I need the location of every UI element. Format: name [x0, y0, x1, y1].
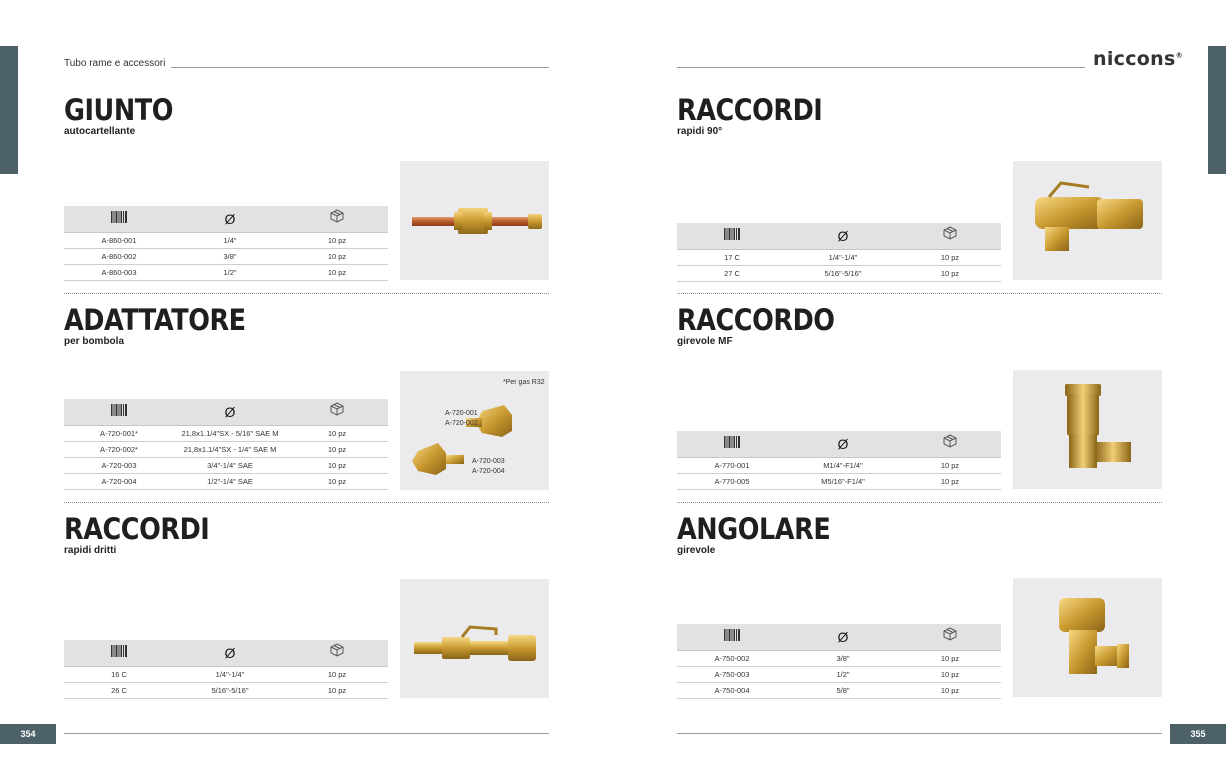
package-box-icon: [943, 226, 957, 245]
section-raccordi-90: [677, 95, 1163, 295]
table-header-row: [677, 624, 1001, 650]
page-number-left: 354: [0, 724, 56, 744]
package-box-icon: [943, 434, 957, 453]
table-header-row: [64, 206, 388, 232]
diameter-icon: Ø: [837, 628, 849, 645]
section-divider: [64, 502, 549, 503]
product-table: [64, 206, 388, 281]
gas-note: *Per gas R32: [503, 379, 545, 386]
section-subtitle: autocartellante: [64, 126, 136, 137]
barcode-icon: [111, 403, 127, 421]
table-header-row: [677, 431, 1001, 457]
section-subtitle: rapidi 90°: [677, 126, 723, 137]
table-row: A-750-003 1/2" 10 pz: [677, 666, 1001, 682]
table-row: A-860-003 1/2" 10 pz: [64, 264, 388, 280]
product-table: [64, 399, 388, 490]
section-adattatore: [64, 305, 550, 505]
package-box-icon: [330, 209, 344, 228]
barcode-icon: [111, 644, 127, 662]
table-row: A-750-002 3/8" 10 pz: [677, 650, 1001, 666]
section-raccordo-girevole: [677, 305, 1163, 505]
section-title: ANGOLARE: [677, 512, 831, 546]
section-divider: [677, 293, 1162, 294]
product-image-90-quick-coupler: [1013, 161, 1162, 280]
footer-rule-left: [64, 733, 549, 734]
product-table: [64, 640, 388, 699]
section-subtitle: girevole: [677, 545, 716, 556]
table-row: A-770-001 M1/4"-F1/4" 10 pz: [677, 457, 1001, 473]
barcode-icon: [724, 628, 740, 646]
package-box-icon: [330, 402, 344, 421]
section-angolare: [677, 514, 1163, 714]
table-row: 16 C 1/4"-1/4" 10 pz: [64, 666, 388, 682]
table-row: A-720-002* 21,8x1.1/4"SX - 1/4" SAE M 10 pz: [64, 441, 388, 457]
product-image-swivel-elbow: [1013, 578, 1162, 697]
section-subtitle: girevole MF: [677, 336, 733, 347]
product-image-cylinder-adapter: [400, 371, 549, 490]
section-title: RACCORDI: [64, 512, 210, 546]
left-page-tab: [0, 46, 18, 174]
product-image-straight-quick-coupler: [400, 579, 549, 698]
header-rule-right: [677, 67, 1085, 68]
header-rule-left: [171, 67, 549, 68]
diameter-icon: Ø: [224, 644, 236, 661]
diameter-icon: Ø: [837, 227, 849, 244]
right-page-tab: [1208, 46, 1226, 174]
product-table: [677, 431, 1001, 490]
product-table: [677, 223, 1001, 282]
section-divider: [64, 293, 549, 294]
page-number-right: 355: [1170, 724, 1226, 744]
package-box-icon: [943, 627, 957, 646]
section-divider: [677, 502, 1162, 503]
section-header-title: Tubo rame e accessori: [64, 58, 166, 69]
section-title: RACCORDO: [677, 303, 835, 337]
footer-rule-right: [677, 733, 1162, 734]
diameter-icon: Ø: [224, 403, 236, 420]
table-row: A-770-005 M5/16"-F1/4" 10 pz: [677, 473, 1001, 489]
package-box-icon: [330, 643, 344, 662]
table-row: A-860-001 1/4" 10 pz: [64, 232, 388, 248]
section-title: RACCORDI: [677, 93, 823, 127]
image-label: A-720-003 A-720-004: [472, 458, 505, 475]
table-row: A-720-001* 21,8x1.1/4"SX - 5/16" SAE M 10 pz: [64, 425, 388, 441]
barcode-icon: [724, 435, 740, 453]
diameter-icon: Ø: [224, 210, 236, 227]
table-row: A-750-004 5/8" 10 pz: [677, 682, 1001, 698]
product-image-swivel-fitting: [1013, 370, 1162, 489]
table-header-row: [64, 399, 388, 425]
image-label: A-720-001 A-720-002: [445, 410, 478, 427]
product-image-flare-union: [400, 161, 549, 280]
diameter-icon: Ø: [837, 435, 849, 452]
table-row: 27 C 5/16"-5/16" 10 pz: [677, 265, 1001, 281]
section-title: GIUNTO: [64, 93, 173, 127]
table-row: 17 C 1/4"-1/4" 10 pz: [677, 249, 1001, 265]
product-table: [677, 624, 1001, 699]
barcode-icon: [111, 210, 127, 228]
section-title: ADATTATORE: [64, 303, 246, 337]
section-raccordi-dritti: [64, 514, 550, 714]
brand-logo: niccons®: [1093, 48, 1183, 70]
table-row: A-720-003 3/4"-1/4" SAE 10 pz: [64, 457, 388, 473]
section-subtitle: rapidi dritti: [64, 545, 117, 556]
barcode-icon: [724, 227, 740, 245]
table-header-row: [64, 640, 388, 666]
table-header-row: [677, 223, 1001, 249]
table-row: 26 C 5/16"-5/16" 10 pz: [64, 682, 388, 698]
table-row: A-720-004 1/2"-1/4" SAE 10 pz: [64, 473, 388, 489]
table-row: A-860-002 3/8" 10 pz: [64, 248, 388, 264]
section-giunto: [64, 95, 550, 295]
section-subtitle: per bombola: [64, 336, 125, 347]
